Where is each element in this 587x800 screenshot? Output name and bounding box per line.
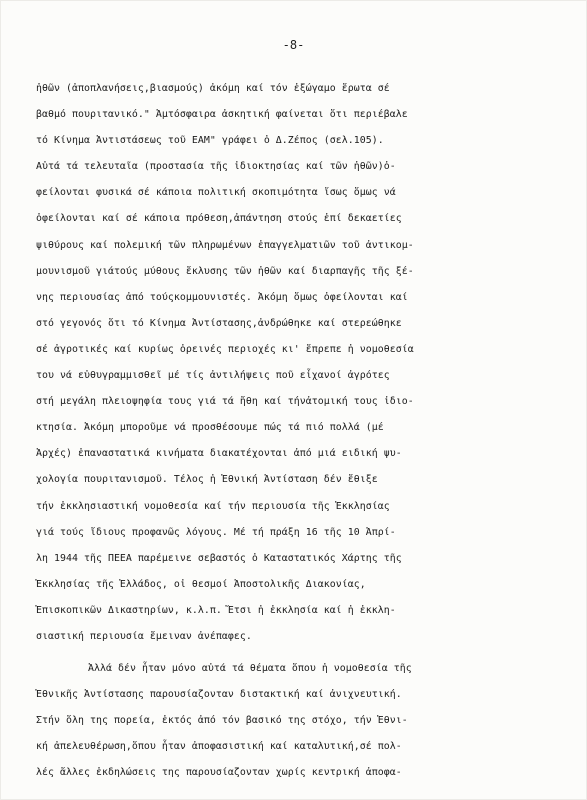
text-line: σέ ἀγροτικές καί κυρίως ὀρεινές περιοχές κι' ἔπρεπε ἡ νομοθεσία — [36, 343, 414, 355]
text-line: Ἐθνικῆς Ἀντίστασης παρουσίαζονταν διστακτική καί ἀνιχνευτική. — [36, 689, 402, 701]
text-line: νης περιουσίας ἀπό τούςκομμουνιστές. Ἀκόμη ὅμως ὀφείλονται καί — [36, 291, 408, 303]
text-line: γιά τούς ἴδιους προφανῶς λόγους. Μέ τή πράξη 16 τῆς 10 Ἀπρί- — [36, 526, 396, 538]
text-line: ἠθῶν (ἀποπλανήσεις,βιασμούς) ἀκόμη καί τόν ἐξώγαμο ἔρωτα σέ — [36, 83, 390, 94]
text-line: ψιθύρους καί πολεμική τῶν πληρωμένων ἐπαγγελματιῶν τοῦ ἀντικομ- — [36, 239, 414, 251]
text-line: μουνισμοῦ γιάτούς μύθους ἔκλυσης τῶν ἠθῶν καί διαρπαγῆς τῆς ξέ- — [36, 265, 414, 277]
text-line: κτησία. Ἀκόμη μποροῦμε νά προσθέσουμε πώς τά πιό πολλά (μέ — [36, 422, 384, 434]
text-line: Στήν ὅλη της πορεία, ἐκτός ἀπό τόν βασικό της στόχο, τήν Ἐθνι- — [36, 715, 408, 727]
text-line: τό Κίνημα Ἀντιστάσεως τοῦ ΕΑΜ" γράφει ὁ Δ.Ζέπος (σελ.105). — [36, 135, 384, 147]
text-line: Ἀρχές) ἐπαναστατικά κινήματα διακατέχονται ἀπό μιά ειδική ψυ- — [36, 448, 402, 460]
text-line: στό γεγονός ὅτι τό Κίνημα Ἀντίστασης,ἀνδρώθηκε καί στερεώθηκε — [36, 317, 402, 329]
text-line: λές ἄλλες ἐκδηλώσεις της παρουσίαζονταν χωρίς κεντρική ἀποφα- — [36, 767, 402, 779]
page-number: -8- — [282, 38, 305, 52]
text-line: Αὐτά τά τελευταῖα (προστασία τῆς ἰδιοκτησίας καί τῶν ἠθῶν)ὀ- — [36, 161, 396, 173]
text-line: ὀφείλονται καί σέ κάποια πρόθεση,ἀπάντηση στούς ἐπί δεκαετίες — [36, 213, 402, 225]
text-line: Ἐπισκοπικῶν Δικαστηρίων, κ.λ.π. Ἔτσι ἡ ἐκκλησία καί ἡ ἐκκλη- — [36, 604, 396, 616]
text-line: βαθμό πουριτανικό." Ἀμτόσφαιρα ἀσκητική φαίνεται ὅτι περιέβαλε — [36, 109, 408, 121]
text-line: του νά εὐθυγραμμισθεῖ μέ τίς ἀντιλήψεις ποῦ εἶχανοί ἀγρότες — [36, 370, 390, 382]
text-line: φείλονται φυσικά σέ κάποια πολιτική σκοπιμότητα ἴσως ὅμως νά — [36, 187, 396, 199]
text-line: λη 1944 τῆς ΠΕΕΑ παρέμεινε σεβαστός ὁ Καταστατικός Χάρτης τῆς — [36, 552, 402, 564]
text-line: χολογία πουριτανισμοῦ. Τέλος ἡ Ἐθνική Ἀντίσταση δέν ἔθιξε — [36, 474, 378, 486]
document-body — [36, 76, 556, 787]
text-line: κή ἀπελευθέρωση,ὅπου ἦταν ἀποφασιστική καί καταλυτική,σέ πολ- — [36, 741, 402, 753]
text-line: Ἀλλά δέν ἦταν μόνο αὐτά τά θέματα ὅπου ἡ νομοθεσία τῆς — [88, 663, 412, 675]
text-line: Ἐκκλησίας τῆς Ἑλλάδος, οἱ θεσμοί Ἀποστολικῆς Διακονίας, — [36, 578, 366, 590]
text-line: σιαστική περιουσία ἔμειναν ἀνέπαφες. — [36, 630, 252, 642]
text-line: στή μεγάλη πλειοψηφία τους γιά τά ἤθη καί τήνἀτομική τους ἰδιο- — [36, 396, 414, 408]
text-line: τήν ἐκκλησιαστική νομοθεσία καί τήν περιουσία τῆς Ἐκκλησίας — [36, 500, 390, 512]
